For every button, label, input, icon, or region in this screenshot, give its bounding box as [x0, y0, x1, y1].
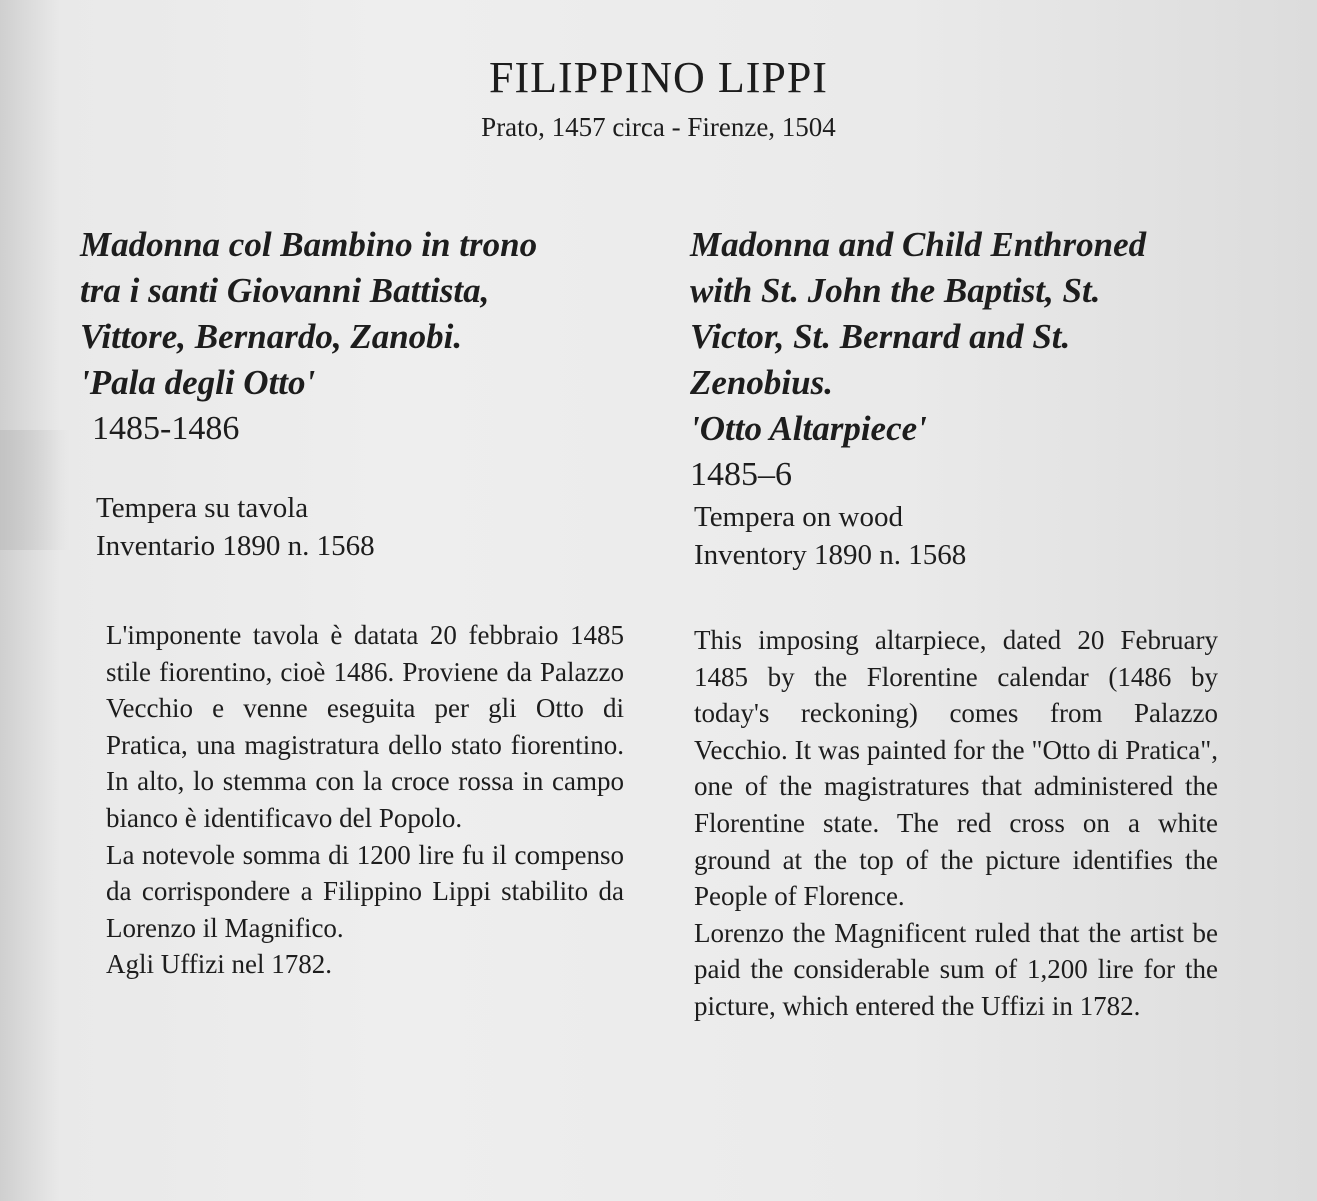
italian-year: 1485-1486 [92, 410, 240, 447]
artist-name: FILIPPINO LIPPI [489, 53, 828, 102]
artist-dates: Prato, 1457 circa - Firenze, 1504 [481, 112, 836, 142]
english-column [690, 222, 1220, 1025]
english-description: This imposing altarpiece, dated 20 February 1485 by the Florentine calendar (1486 by today's reckoning) comes from Palazzo Vecchio. It was painted for the "Otto di Pratica", one of the magistratures that administered the Florentine state. The red cross on a white ground at the top of the picture identifies the People of Florence. Lorenzo the Magnificent ruled that the artist be paid the considerable sum of 1,200 lire for the picture, which entered the Uffizi in 1782. [694, 625, 1218, 1021]
italian-description: L'imponente tavola è datata 20 febbraio 1485 stile fiorentino, cioè 1486. Proviene da Palazzo Vecchio e venne eseguita per gli Otto di Pratica, una magistratura dello stato fiorentino. In alto, lo stemma con la croce rossa in campo bianco è identificavo del Popolo. La notevole somma di 1200 lire fu il compenso da corrispondere a Filippino Lippi stabilito da Lorenzo il Magnifico. Agli Uffizi nel 1782. [106, 620, 624, 980]
italian-technique: Tempera su tavola Inventario 1890 n. 1568 [96, 492, 375, 562]
italian-column [80, 222, 632, 983]
italian-title: Madonna col Bambino in trono tra i santi Giovanni Battista, Vittore, Bernardo, Zanobi. 'Pala degli Otto' [80, 225, 538, 402]
english-title: Madonna and Child Enthroned with St. John the Baptist, St. Victor, St. Bernard and St. Zenobius. 'Otto Altarpiece' [690, 225, 1147, 448]
shadow-smudge [0, 430, 70, 550]
english-year: 1485–6 [690, 456, 792, 493]
english-technique: Tempera on wood Inventory 1890 n. 1568 [694, 501, 967, 571]
